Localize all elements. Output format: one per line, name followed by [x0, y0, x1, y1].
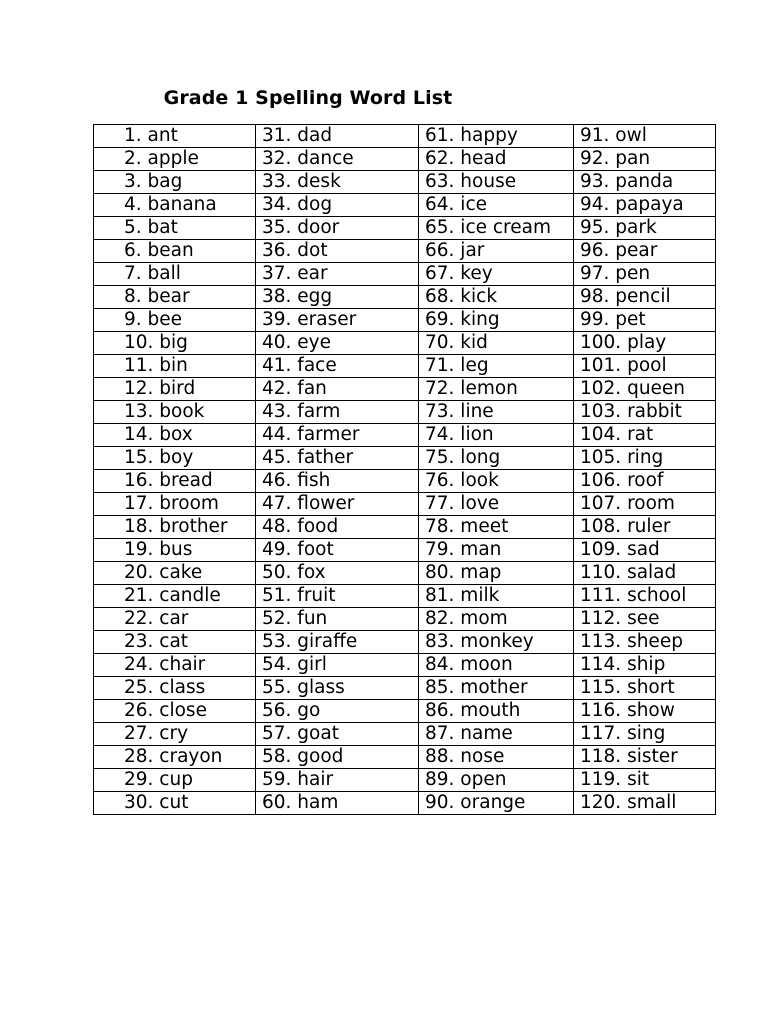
table-row — [94, 746, 716, 769]
word-cell: 119. sit — [574, 769, 716, 792]
word-cell: 79. man — [419, 539, 574, 562]
word-cell: 110. salad — [574, 562, 716, 585]
word-cell: 101. pool — [574, 355, 716, 378]
word-cell: 14. box — [94, 424, 256, 447]
table-row — [94, 769, 716, 792]
word-cell: 84. moon — [419, 654, 574, 677]
table-row — [94, 217, 716, 240]
word-cell: 30. cut — [94, 792, 256, 815]
table-row — [94, 470, 716, 493]
word-cell: 86. mouth — [419, 700, 574, 723]
table-row — [94, 171, 716, 194]
word-cell: 91. owl — [574, 125, 716, 148]
word-cell: 43. farm — [256, 401, 419, 424]
word-cell: 89. open — [419, 769, 574, 792]
word-cell: 15. boy — [94, 447, 256, 470]
word-cell: 31. dad — [256, 125, 419, 148]
word-cell: 19. bus — [94, 539, 256, 562]
word-cell: 69. king — [419, 309, 574, 332]
word-cell: 74. lion — [419, 424, 574, 447]
word-cell: 109. sad — [574, 539, 716, 562]
word-cell: 98. pencil — [574, 286, 716, 309]
word-cell: 92. pan — [574, 148, 716, 171]
word-cell: 13. book — [94, 401, 256, 424]
word-cell: 42. fan — [256, 378, 419, 401]
word-cell: 55. glass — [256, 677, 419, 700]
table-row — [94, 378, 716, 401]
word-cell: 10. big — [94, 332, 256, 355]
word-cell: 61. happy — [419, 125, 574, 148]
word-cell: 106. roof — [574, 470, 716, 493]
table-row — [94, 309, 716, 332]
word-cell: 41. face — [256, 355, 419, 378]
word-cell: 103. rabbit — [574, 401, 716, 424]
word-cell: 73. line — [419, 401, 574, 424]
word-cell: 82. mom — [419, 608, 574, 631]
word-cell: 81. milk — [419, 585, 574, 608]
word-cell: 104. rat — [574, 424, 716, 447]
word-cell: 59. hair — [256, 769, 419, 792]
word-cell: 115. short — [574, 677, 716, 700]
word-cell: 63. house — [419, 171, 574, 194]
table-row — [94, 401, 716, 424]
word-cell: 114. ship — [574, 654, 716, 677]
word-cell: 4. banana — [94, 194, 256, 217]
word-cell: 93. panda — [574, 171, 716, 194]
table-row — [94, 332, 716, 355]
word-cell: 21. candle — [94, 585, 256, 608]
word-cell: 49. foot — [256, 539, 419, 562]
word-cell: 52. fun — [256, 608, 419, 631]
word-cell: 7. ball — [94, 263, 256, 286]
word-cell: 28. crayon — [94, 746, 256, 769]
word-cell: 56. go — [256, 700, 419, 723]
word-cell: 116. show — [574, 700, 716, 723]
word-cell: 27. cry — [94, 723, 256, 746]
word-cell: 44. farmer — [256, 424, 419, 447]
word-cell: 12. bird — [94, 378, 256, 401]
word-cell: 64. ice — [419, 194, 574, 217]
word-cell: 5. bat — [94, 217, 256, 240]
word-cell: 8. bear — [94, 286, 256, 309]
table-row — [94, 148, 716, 171]
table-row — [94, 539, 716, 562]
word-cell: 107. room — [574, 493, 716, 516]
table-row — [94, 125, 716, 148]
word-cell: 34. dog — [256, 194, 419, 217]
word-cell: 22. car — [94, 608, 256, 631]
word-cell: 113. sheep — [574, 631, 716, 654]
word-cell: 94. papaya — [574, 194, 716, 217]
table-row — [94, 263, 716, 286]
word-cell: 65. ice cream — [419, 217, 574, 240]
word-cell: 67. key — [419, 263, 574, 286]
word-cell: 17. broom — [94, 493, 256, 516]
table-row — [94, 631, 716, 654]
word-cell: 96. pear — [574, 240, 716, 263]
word-cell: 37. ear — [256, 263, 419, 286]
word-cell: 60. ham — [256, 792, 419, 815]
word-cell: 90. orange — [419, 792, 574, 815]
word-cell: 58. good — [256, 746, 419, 769]
word-cell: 118. sister — [574, 746, 716, 769]
table-row — [94, 516, 716, 539]
word-cell: 105. ring — [574, 447, 716, 470]
word-cell: 32. dance — [256, 148, 419, 171]
word-cell: 20. cake — [94, 562, 256, 585]
word-cell: 78. meet — [419, 516, 574, 539]
word-cell: 95. park — [574, 217, 716, 240]
word-cell: 76. look — [419, 470, 574, 493]
word-cell: 2. apple — [94, 148, 256, 171]
word-cell: 97. pen — [574, 263, 716, 286]
word-cell: 25. class — [94, 677, 256, 700]
word-cell: 47. flower — [256, 493, 419, 516]
word-cell: 80. map — [419, 562, 574, 585]
table-row — [94, 585, 716, 608]
word-cell: 77. love — [419, 493, 574, 516]
table-row — [94, 562, 716, 585]
word-cell: 1. ant — [94, 125, 256, 148]
word-cell: 35. door — [256, 217, 419, 240]
page-title: Grade 1 Spelling Word List — [163, 87, 453, 109]
table-row — [94, 286, 716, 309]
word-cell: 38. egg — [256, 286, 419, 309]
word-cell: 100. play — [574, 332, 716, 355]
word-cell: 29. cup — [94, 769, 256, 792]
word-cell: 71. leg — [419, 355, 574, 378]
word-cell: 53. giraffe — [256, 631, 419, 654]
table-row — [94, 447, 716, 470]
word-cell: 85. mother — [419, 677, 574, 700]
word-cell: 75. long — [419, 447, 574, 470]
word-cell: 45. father — [256, 447, 419, 470]
word-cell: 11. bin — [94, 355, 256, 378]
word-cell: 66. jar — [419, 240, 574, 263]
word-cell: 39. eraser — [256, 309, 419, 332]
word-cell: 108. ruler — [574, 516, 716, 539]
word-cell: 57. goat — [256, 723, 419, 746]
word-cell: 68. kick — [419, 286, 574, 309]
word-cell: 3. bag — [94, 171, 256, 194]
word-cell: 72. lemon — [419, 378, 574, 401]
word-cell: 111. school — [574, 585, 716, 608]
word-cell: 62. head — [419, 148, 574, 171]
word-cell: 46. fish — [256, 470, 419, 493]
table-row — [94, 792, 716, 815]
word-cell: 48. food — [256, 516, 419, 539]
table-row — [94, 677, 716, 700]
word-cell: 50. fox — [256, 562, 419, 585]
word-cell: 9. bee — [94, 309, 256, 332]
word-cell: 88. nose — [419, 746, 574, 769]
word-cell: 24. chair — [94, 654, 256, 677]
word-cell: 120. small — [574, 792, 716, 815]
word-cell: 18. brother — [94, 516, 256, 539]
table-row — [94, 194, 716, 217]
word-cell: 51. fruit — [256, 585, 419, 608]
word-cell: 70. kid — [419, 332, 574, 355]
word-cell: 102. queen — [574, 378, 716, 401]
word-cell: 16. bread — [94, 470, 256, 493]
spelling-word-table — [93, 124, 716, 815]
table-row — [94, 608, 716, 631]
table-row — [94, 355, 716, 378]
table-row — [94, 700, 716, 723]
word-cell: 36. dot — [256, 240, 419, 263]
word-cell: 6. bean — [94, 240, 256, 263]
word-cell: 83. monkey — [419, 631, 574, 654]
word-cell: 26. close — [94, 700, 256, 723]
table-row — [94, 723, 716, 746]
word-cell: 40. eye — [256, 332, 419, 355]
table-row — [94, 493, 716, 516]
table-row — [94, 424, 716, 447]
word-cell: 99. pet — [574, 309, 716, 332]
table-row — [94, 240, 716, 263]
word-cell: 54. girl — [256, 654, 419, 677]
word-table-body — [94, 125, 716, 815]
table-row — [94, 654, 716, 677]
word-cell: 87. name — [419, 723, 574, 746]
word-cell: 117. sing — [574, 723, 716, 746]
word-cell: 112. see — [574, 608, 716, 631]
word-cell: 23. cat — [94, 631, 256, 654]
word-cell: 33. desk — [256, 171, 419, 194]
